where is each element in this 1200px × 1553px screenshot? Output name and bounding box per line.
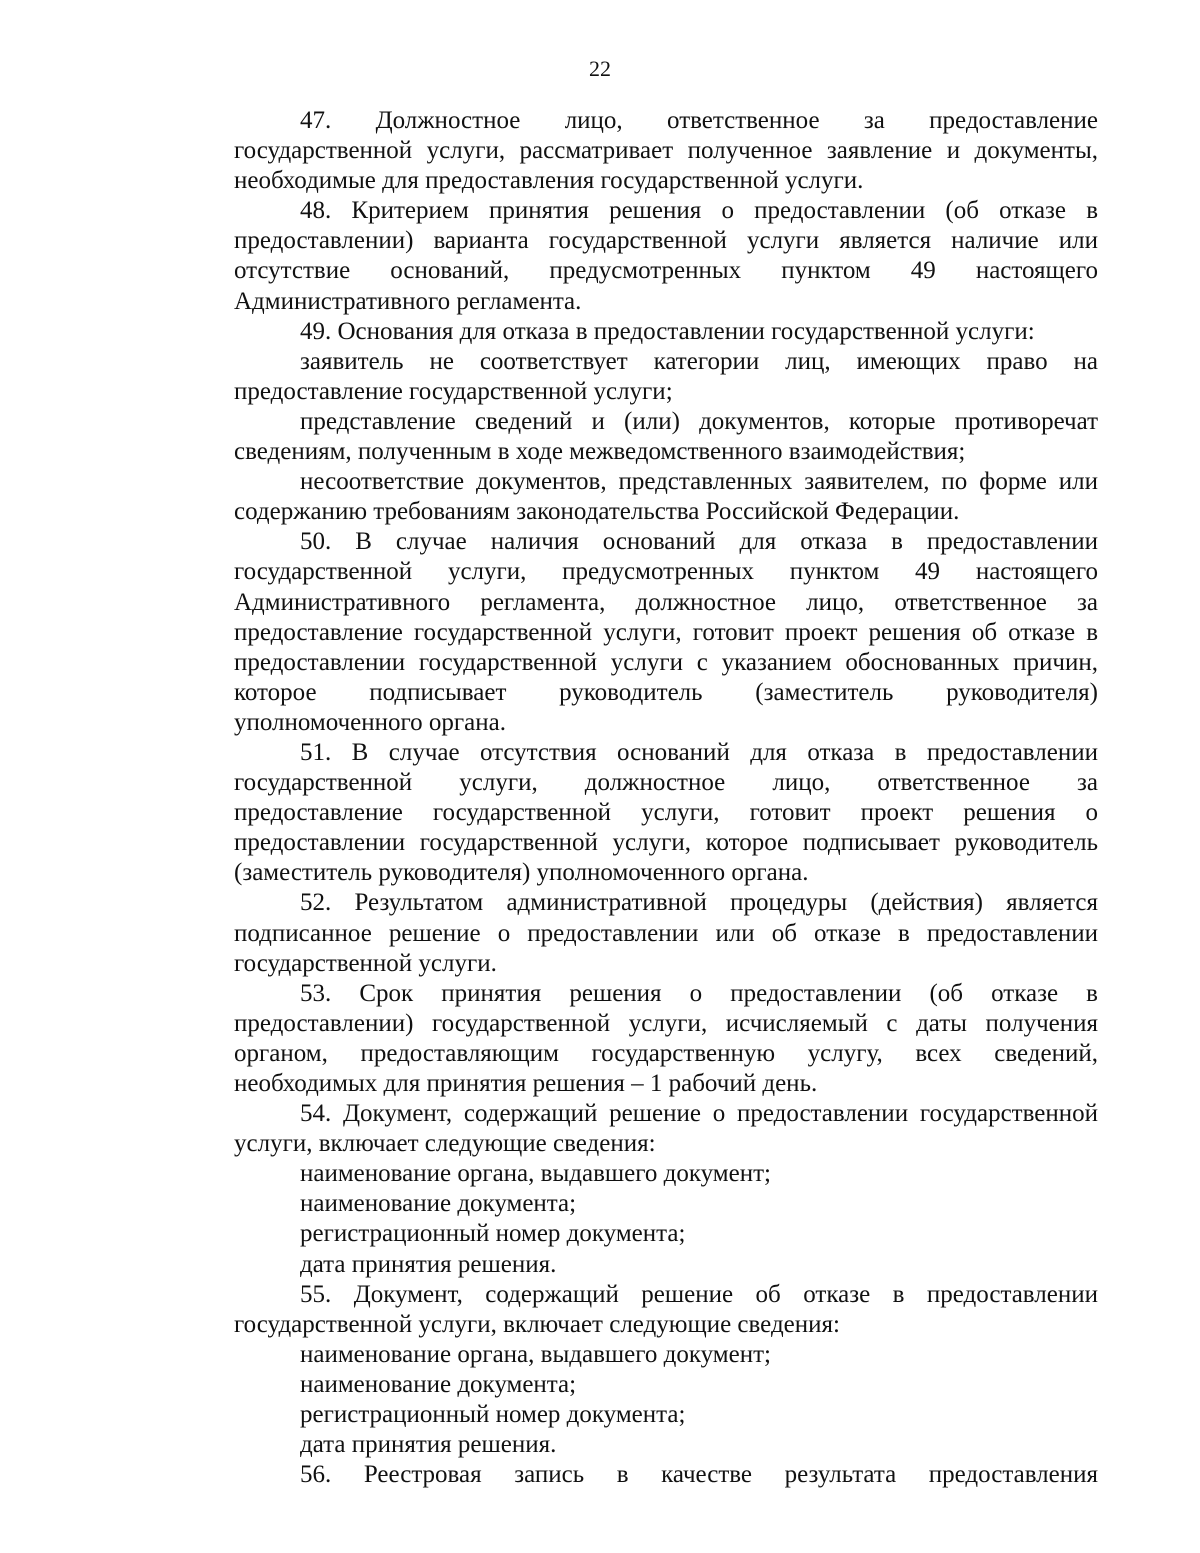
text-line: наименование документа; — [300, 1190, 577, 1218]
text-line: услуги, включает следующие сведения: — [234, 1130, 656, 1158]
text-line: наименование органа, выдавшего документ; — [300, 1340, 771, 1368]
text-line: 54. Документ, содержащий решение о предоставлении государственной — [300, 1100, 1098, 1128]
text-line: 47. Должностное лицо, ответственное за предоставление — [300, 107, 1098, 134]
text-line: дата принятия решения. — [300, 1250, 557, 1278]
text-line: регистрационный номер документа; — [300, 1220, 686, 1248]
text-line: Административного регламента, должностное лицо, ответственное за — [234, 588, 1098, 616]
page-number: 22 — [589, 56, 611, 81]
text-line: заявитель не соответствует категории лиц, имеющих право на — [300, 347, 1098, 375]
text-line: предоставление государственной услуги, готовит проект решения об отказе в — [234, 618, 1098, 646]
text-line: наименование документа; — [300, 1370, 577, 1398]
text-line: предоставление государственной услуги, готовит проект решения о — [234, 799, 1098, 827]
text-line: государственной услуги, рассматривает полученное заявление и документы, — [234, 137, 1098, 165]
text-line: предоставлении государственной услуги с указанием обоснованных причин, — [234, 648, 1098, 676]
text-line: государственной услуги, предусмотренных пунктом 49 настоящего — [234, 558, 1098, 586]
text-line: регистрационный номер документа; — [300, 1401, 686, 1429]
text-line: предоставлении) государственной услуги, исчисляемый с даты получения — [234, 1009, 1098, 1037]
text-line: 51. В случае отсутствия оснований для отказа в предоставлении — [300, 738, 1098, 766]
text-line: 50. В случае наличия оснований для отказа в предоставлении — [300, 528, 1098, 556]
text-line: органом, предоставляющим государственную услугу, всех сведений, — [234, 1039, 1098, 1067]
text-line: (заместитель руководителя) уполномоченного органа. — [234, 859, 809, 887]
text-line: 52. Результатом административной процедуры (действия) является — [300, 889, 1098, 917]
text-line: государственной услуги, должностное лицо, ответственное за — [234, 769, 1098, 797]
text-line: государственной услуги. — [234, 949, 497, 977]
text-line: 49. Основания для отказа в предоставлении государственной услуги: — [300, 317, 1035, 345]
text-line: 53. Срок принятия решения о предоставлении (об отказе в — [300, 979, 1098, 1007]
text-line: предоставление государственной услуги; — [234, 377, 673, 405]
text-line: сведениям, полученным в ходе межведомственного взаимодействия; — [234, 438, 966, 466]
document-body — [234, 106, 1098, 1490]
text-line: необходимые для предоставления государственной услуги. — [234, 167, 864, 195]
text-line: содержанию требованиям законодательства Российской Федерации. — [234, 498, 960, 526]
text-line: 56. Реестровая запись в качестве результата предоставления — [300, 1461, 1098, 1489]
text-line: государственной услуги, включает следующие сведения: — [234, 1310, 840, 1338]
text-line: 48. Критерием принятия решения о предоставлении (об отказе в — [300, 197, 1098, 225]
text-line: несоответствие документов, представленных заявителем, по форме или — [300, 468, 1098, 496]
text-line: представление сведений и (или) документов, которые противоречат — [300, 407, 1098, 435]
text-line: необходимых для принятия решения – 1 рабочий день. — [234, 1070, 818, 1097]
text-line: предоставлении) варианта государственной услуги является наличие или — [234, 227, 1098, 255]
text-line: уполномоченного органа. — [234, 708, 506, 736]
text-line: Административного регламента. — [234, 287, 582, 315]
text-line: подписанное решение о предоставлении или об отказе в предоставлении — [234, 919, 1098, 947]
text-line: которое подписывает руководитель (заместитель руководителя) — [234, 678, 1098, 706]
text-line: отсутствие оснований, предусмотренных пунктом 49 настоящего — [234, 257, 1098, 285]
text-line: дата принятия решения. — [300, 1431, 557, 1459]
text-line: наименование органа, выдавшего документ; — [300, 1160, 771, 1188]
text-line: 55. Документ, содержащий решение об отказе в предоставлении — [300, 1280, 1098, 1308]
text-line: предоставлении государственной услуги, которое подписывает руководитель — [234, 829, 1098, 857]
